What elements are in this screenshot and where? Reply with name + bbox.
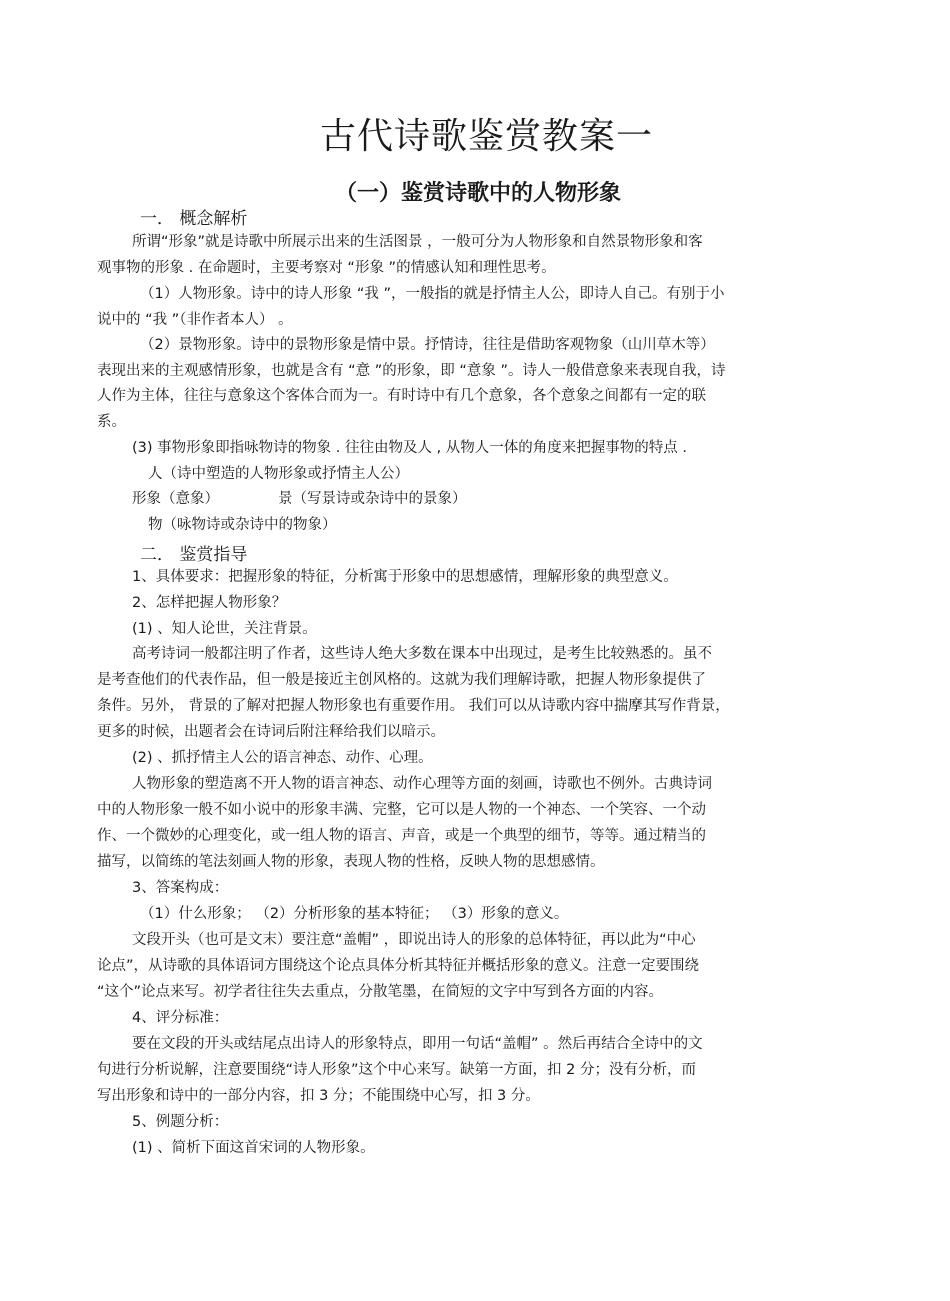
diagram-item-person: 人（诗中塑造的人物形象或抒情主人公） (148, 466, 409, 482)
paragraph-line: 要在文段的开头或结尾点出诗人的形象特点，即用一句话“盖帽” 。然后再结合全诗中的文 (132, 1036, 703, 1052)
paragraph-line: 3、答案构成： (132, 880, 229, 896)
diagram-item-scene: 景（写景诗或杂诗中的景象） (278, 491, 467, 507)
paragraph-line: 文段开头（也可是文末）要注意“盖帽” ，即说出诗人的形象的总体特征，再以此为“中心 (132, 932, 696, 948)
paragraph-line: 描写，以简练的笔法刻画人物的形象，表现人物的性格，反映人物的思想感情。 (97, 854, 605, 870)
paragraph-line: “这个”论点来写。初学者往往失去重点，分散笔墨，在简短的文字中写到各方面的内容。 (97, 984, 664, 1000)
page-title: 古代诗歌鉴赏教案一 (320, 116, 654, 157)
paragraph-line: 高考诗词一般都注明了作者，这些诗人绝大多数在课本中出现过，是考生比较熟悉的。虽不 (132, 646, 712, 662)
paragraph-line: 中的人物形象一般不如小说中的形象丰满、完整，它可以是人物的一个神态、一个笑容、一个动 (97, 802, 706, 818)
paragraph-line: (1) 、知人论世，关注背景。 (132, 621, 317, 637)
paragraph-line: 人作为主体，往往与意象这个客体合而为一。有时诗中有几个意象，各个意象之间都有一定的联 (97, 388, 706, 404)
diagram-item-image: 形象（意象） (132, 491, 219, 507)
paragraph-line: 写出形象和诗中的一部分内容，扣 3 分；不能围绕中心写，扣 3 分。 (97, 1088, 540, 1104)
paragraph-line: 是考查他们的代表作品，但一般是接近主创风格的。这就为我们理解诗歌，把握人物形象提供了 (97, 672, 706, 688)
paragraph-line: 说中的 “我 ”（非作者本人） 。 (97, 312, 293, 328)
paragraph-line: 2、怎样把握人物形象？ (132, 595, 287, 611)
paragraph-line: (2) 、抓抒情主人公的语言神态、动作、心理。 (132, 750, 433, 766)
paragraph-line: (1) 、简析下面这首宋词的人物形象。 (132, 1140, 375, 1156)
paragraph-line: 条件。另外， 背景的了解对把握人物形象也有重要作用。 我们可以从诗歌内容中揣摩其写作背景， (97, 698, 730, 714)
paragraph-line: （1）什么形象； （2）分析形象的基本特征； （3）形象的意义。 (140, 906, 569, 922)
paragraph-line: 人物形象的塑造离不开人物的语言神态、动作心理等方面的刻画，诗歌也不例外。古典诗词 (132, 776, 712, 792)
page-subtitle: （一）鉴赏诗歌中的人物形象 (335, 180, 622, 206)
paragraph-line: 作、一个微妙的心理变化，或一组人物的语言、声音，或是一个典型的细节，等等。通过精当的 (97, 828, 706, 844)
diagram-item-object: 物（咏物诗或杂诗中的物象） (148, 517, 337, 533)
paragraph-line: 5、例题分析： (132, 1114, 229, 1130)
paragraph-line: 4、评分标准： (132, 1010, 229, 1026)
section-heading-guidance: 二． 鉴赏指导 (140, 545, 248, 565)
paragraph-line: 句进行分析说解，注意要围绕“诗人形象”这个中心来写。缺第一方面，扣 2 分；没有分析，而 (97, 1062, 696, 1078)
paragraph-line: 论点”，从诗歌的具体语词方围绕这个论点具体分析其特征并概括形象的意义。注意一定要围绕 (97, 958, 700, 974)
paragraph-line: 系。 (97, 414, 126, 430)
section-heading-concept: 一． 概念解析 (140, 209, 248, 229)
paragraph-line: 1、具体要求：把握形象的特征，分析寓于形象中的思想感情，理解形象的典型意义。 (132, 569, 678, 585)
paragraph-line: （2）景物形象。诗中的景物形象是情中景。抒情诗，往往是借助客观物象（山川草木等） (140, 337, 715, 353)
paragraph-line: 观事物的形象 . 在命题时，主要考察对 “形象 ”的情感认知和理性思考。 (97, 260, 556, 276)
paragraph-line: 表现出来的主观感情形象，也就是含有 “意 ”的形象，即 “意象 ”。诗人一般借意象来表现自我，诗 (97, 363, 726, 379)
paragraph-line: (3) 事物形象即指咏物诗的物象 . 往往由物及人 , 从物人一体的角度来把握事物的特点 . (132, 440, 688, 456)
paragraph-line: 更多的时候，出题者会在诗词后附注释给我们以暗示。 (97, 724, 445, 740)
paragraph-line: 所谓“形象”就是诗歌中所展示出来的生活图景 ，一般可分为人物形象和自然景物形象和客 (132, 234, 703, 250)
paragraph-line: （1）人物形象。诗中的诗人形象 “我 ”，一般指的就是抒情主人公，即诗人自己。有别于小 (140, 286, 725, 302)
